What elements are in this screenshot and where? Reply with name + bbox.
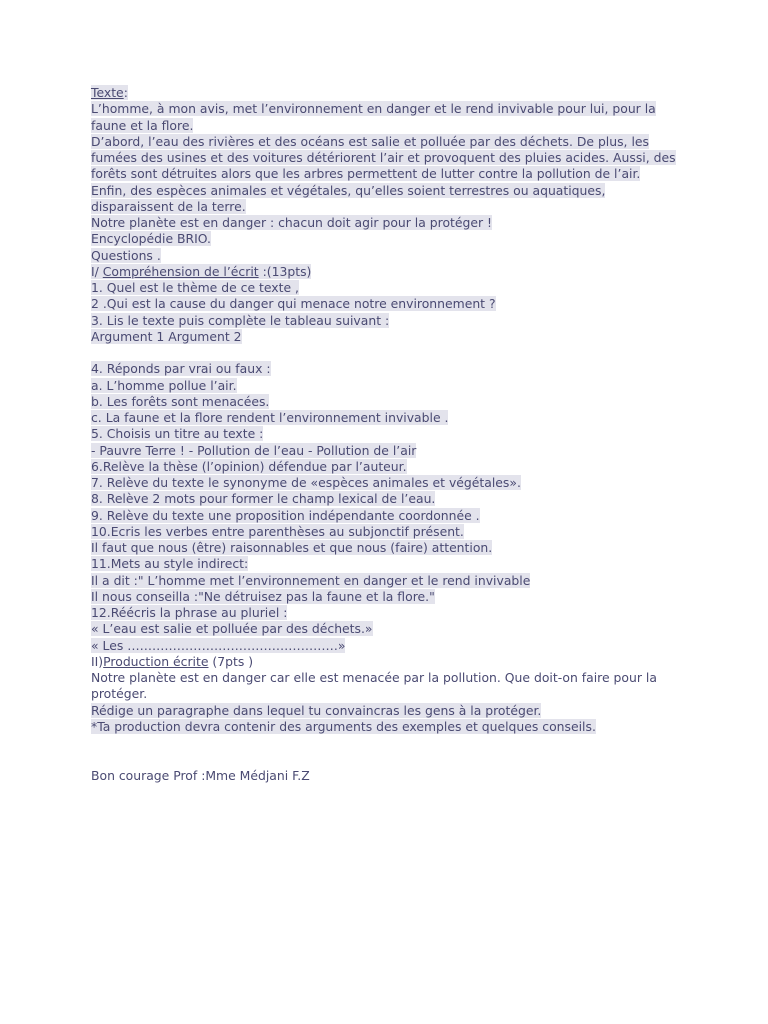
question-7 [91,475,691,491]
question-12-sentence-2 [91,638,691,654]
production-line-1-text: Notre planète est en danger car elle est menacée par la pollution. Que doit-on faire pour la protéger. [91,670,657,702]
blank-gap [91,735,691,768]
arguments-row [91,329,691,345]
question-11-sentence-1 [91,573,691,589]
questions-text: Questions . [91,247,161,263]
arguments-text: Argument 1 Argument 2 [91,328,242,344]
question-3-text: 3. Lis le texte puis complète le tableau suivant : [91,312,390,328]
question-1 [91,280,691,296]
question-11-sentence-1-text: Il a dit :" L’homme met l’environnement en danger et le rend invivable [91,572,531,588]
section-2-title: Production écrite [103,653,209,669]
question-4c-text: c. La faune et la flore rendent l’environnement invivable . [91,410,449,425]
source-line [91,231,691,247]
question-7-text: 7. Relève du texte le synonyme de «espèces animales et végétales». [91,475,521,490]
section-1-title: Compréhension de l’écrit [102,263,259,279]
question-10 [91,524,691,540]
question-12 [91,605,691,621]
question-4b-text: b. Les forêts sont menacées. [91,393,270,409]
question-10-sentence-text: Il faut que nous (être) raisonnables et que nous (faire) attention. [91,540,493,555]
question-9-text: 9. Relève du texte une proposition indépendante coordonnée . [91,507,480,523]
blank-line [91,345,691,361]
signature-line [91,768,691,784]
question-1-text: 1. Quel est le thème de ce texte , [91,280,299,295]
question-10-sentence [91,540,691,556]
production-line-3-text: *Ta production devra contenir des arguments des exemples et quelques conseils. [91,718,596,734]
question-5-options [91,443,691,459]
section-2-heading [91,654,691,670]
section-2-points: (7pts ) [208,653,254,669]
paragraph-1-text: L’homme, à mon avis, met l’environnement en danger et le rend invivable pour lui, pour la faune et la flore. [91,101,656,133]
section-1-prefix: I/ [91,263,103,279]
texte-label: Texte [91,85,124,100]
texte-colon: : [123,85,128,100]
question-6 [91,459,691,475]
question-12-sentence-1-text: « L’eau est salie et polluée par des déchets.» [91,621,373,637]
paragraph-4 [91,215,691,231]
section-2-prefix: II) [91,653,104,669]
question-4 [91,361,691,377]
question-9 [91,508,691,524]
paragraph-1 [91,101,691,134]
question-12-sentence-1 [91,621,691,637]
paragraph-3 [91,183,691,216]
source-text: Encyclopédie BRIO. [91,231,211,247]
question-2-text: 2 .Qui est la cause du danger qui menace notre environnement ? [91,296,496,312]
production-line-2-text: Rédige un paragraphe dans lequel tu convaincras les gens à la protéger. [91,702,542,718]
question-4a-text: a. L’homme pollue l’air. [91,377,237,393]
paragraph-2-text: D’abord, l’eau des rivières et des océans est salie et polluée par des déchets. De plus, les fumées des usines et des voitures détériorent l’air et provoquent des pluies acides. Aussi, des forêts sont détruites alors que les arbres permettent de lutter contre la pollution de l’air. [91,133,676,182]
question-5 [91,426,691,442]
question-4c [91,410,691,426]
production-line-1 [91,670,691,703]
question-11 [91,556,691,572]
question-6-text: 6.Relève la thèse (l’opinion) défendue par l’auteur. [91,458,407,474]
section-1-points: :(13pts) [258,263,312,279]
questions-heading [91,248,691,264]
signature-text: Bon courage Prof :Mme Médjani F.Z [91,767,310,783]
document-page [91,85,691,784]
question-8 [91,491,691,507]
question-4-text: 4. Réponds par vrai ou faux : [91,361,271,377]
question-5-options-text: - Pauvre Terre ! - Pollution de l’eau - Pollution de l’air [91,442,417,458]
question-12-sentence-2-text: « Les ……………………………………………» [91,637,346,653]
question-3 [91,313,691,329]
production-line-2 [91,703,691,719]
paragraph-4-text: Notre planète est en danger : chacun doit agir pour la protéger ! [91,215,493,230]
question-2 [91,296,691,312]
question-11-sentence-2 [91,589,691,605]
texte-heading [91,85,691,101]
section-1-heading [91,264,691,280]
question-12-text: 12.Réécris la phrase au pluriel : [91,605,288,620]
question-4a [91,378,691,394]
production-line-3 [91,719,691,735]
question-4b [91,394,691,410]
question-8-text: 8. Relève 2 mots pour former le champ lexical de l’eau. [91,491,436,507]
question-11-sentence-2-text: Il nous conseilla :"Ne détruisez pas la faune et la flore." [91,588,435,604]
question-10-text: 10.Ecris les verbes entre parenthèses au subjonctif présent. [91,523,464,539]
paragraph-2 [91,134,691,183]
paragraph-3-text: Enfin, des espèces animales et végétales, qu’elles soient terrestres ou aquatiques, disparaissent de la terre. [91,182,606,214]
question-11-text: 11.Mets au style indirect: [91,556,249,572]
question-5-text: 5. Choisis un titre au texte : [91,426,264,442]
